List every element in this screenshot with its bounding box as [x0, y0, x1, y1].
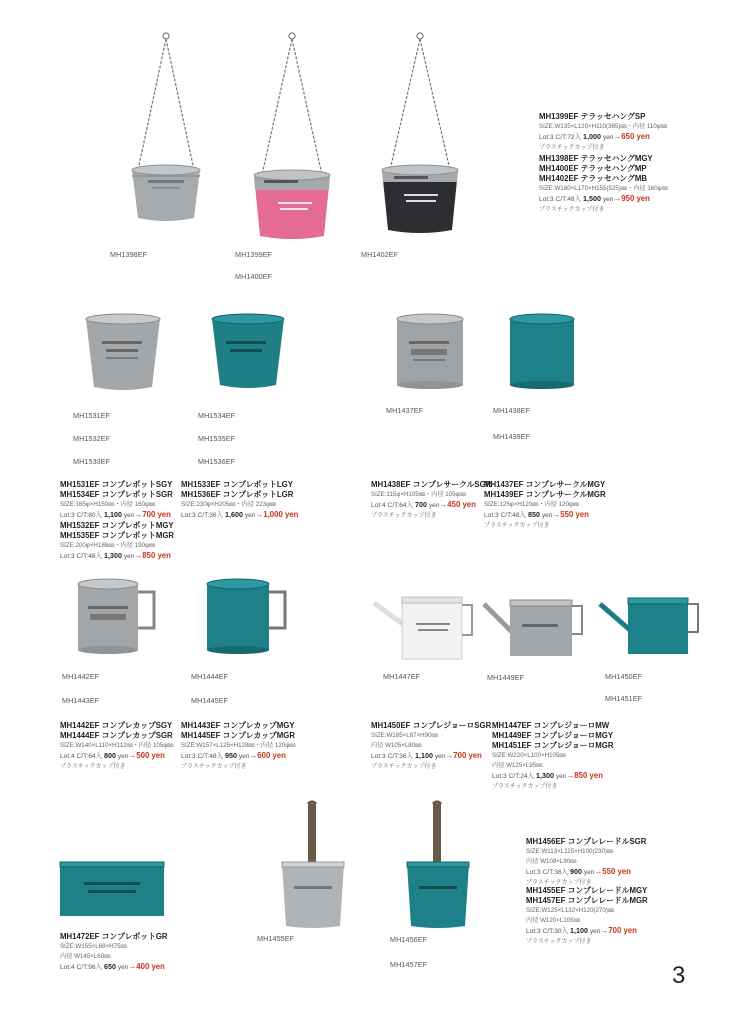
product-code: MH1398EF: [110, 250, 148, 259]
pot-teal-image: [210, 313, 290, 393]
spec-title: MH1400EF テラッセハングMP: [539, 164, 647, 173]
spec-block: [484, 480, 606, 531]
product-code: MH1399EF: [235, 250, 273, 259]
spec-note: プラスチックカップ付き: [526, 939, 592, 945]
watering-can-teal-image: [598, 596, 708, 666]
product-code: MH1457EF: [390, 960, 428, 969]
spec-note: プラスチックカップ付き: [371, 764, 437, 770]
spec-price: Lot:3 C/T:72入 1,000 yen→650 yen: [539, 132, 650, 141]
hanging-pot-galvanized-image: [120, 30, 240, 250]
spec-note: プラスチックカップ付き: [484, 523, 550, 529]
spec-title: MH1445EF コンプレカップMGR: [181, 731, 295, 740]
spec-price: Lot:3 C/T:36入 900 yen→550 yen: [526, 867, 631, 876]
product-code: MH1535EF: [198, 434, 236, 443]
spec-size: 内径 W125×L95㎜: [492, 762, 543, 769]
spec-block: [60, 480, 174, 562]
spec-size: SIZE:W155×L68×H75㎜: [60, 943, 127, 950]
spec-price: Lot:3 C/T:30入 1,100 yen→700 yen: [526, 926, 637, 935]
spec-title: MH1455EF コンプレレードルMGY: [526, 886, 648, 895]
spec-block: [539, 112, 667, 153]
product-code: MH1438EF: [493, 406, 531, 415]
spec-title: MH1442EF コンプレカップSGY: [60, 721, 173, 730]
product-code: MH1533EF: [73, 457, 111, 466]
spec-block: [539, 154, 668, 215]
spec-title: MH1531EF コンプレポットSGY: [60, 480, 173, 489]
spec-size: SIZE:W140×L110×H112㎜・内径 105φ㎜: [60, 742, 174, 749]
spec-title: MH1443EF コンプレカップMGY: [181, 721, 295, 730]
spec-block: [526, 886, 648, 947]
spec-title: MH1437EF コンプレサークルMGY: [484, 480, 606, 489]
spec-note: プラスチックカップ付き: [539, 145, 605, 151]
spec-price: Lot:3 C/T:80入 1,100 yen→700 yen: [60, 510, 171, 519]
spec-size: 内径 W108×L90㎜: [526, 858, 577, 865]
spec-price: Lot:3 C/T:48入 1,500 yen→950 yen: [539, 194, 650, 203]
ladle-galvanized-image: [278, 800, 358, 940]
spec-price: Lot:3 C/T:48入 850 yen→550 yen: [484, 510, 589, 519]
spec-price: Lot:4 C/T:96入 650 yen→400 yen: [60, 962, 165, 971]
spec-block: [181, 480, 298, 521]
spec-title: MH1457EF コンプレレードルMGR: [526, 896, 648, 905]
spec-size: SIZE:230φ×H205㎜・内径 223φ㎜: [181, 501, 277, 508]
spec-note: プラスチックカップ付き: [181, 764, 247, 770]
product-code: MH1442EF: [62, 672, 100, 681]
spec-title: MH1398EF テラッセハングMGY: [539, 154, 653, 163]
spec-block: [492, 721, 614, 792]
spec-title: MH1472EF コンプレポットGR: [60, 932, 168, 941]
watering-can-white-image: [372, 595, 482, 665]
spec-note: プラスチックカップ付き: [526, 880, 592, 886]
product-code: MH1451EF: [605, 694, 643, 703]
product-code: MH1536EF: [198, 457, 236, 466]
planter-teal-image: [58, 860, 168, 920]
spec-title: MH1447EF コンプレジョーロMW: [492, 721, 610, 730]
product-code: MH1447EF: [383, 672, 421, 681]
spec-block: [60, 932, 168, 973]
spec-note: プラスチックカップ付き: [539, 207, 605, 213]
spec-size: 内径 W105×L80㎜: [371, 742, 422, 749]
spec-price: Lot:3 C/T:48入 1,300 yen→850 yen: [60, 551, 171, 560]
spec-title: MH1402EF テラッセハングMB: [539, 174, 647, 183]
spec-title: MH1456EF コンプレレードルSGR: [526, 837, 647, 846]
product-code: MH1450EF: [605, 672, 643, 681]
product-code: MH1402EF: [361, 250, 399, 259]
spec-size: 内径 W120×L105㎜: [526, 917, 580, 924]
product-code: MH1445EF: [191, 696, 229, 705]
spec-size: SIZE:W125×L132×H120(270)㎜: [526, 907, 615, 914]
spec-size: SIZE:115φ×H105㎜・内径 105φ㎜: [371, 491, 466, 498]
product-code: MH1455EF: [257, 934, 295, 943]
circle-teal-image: [508, 313, 588, 393]
cup-galvanized-image: [76, 578, 176, 658]
hanging-pot-black-image: [380, 30, 500, 250]
product-code: MH1400EF: [235, 272, 273, 281]
spec-note: プラスチックカップ付き: [492, 784, 558, 790]
spec-size: 内径 W145×L60㎜: [60, 953, 111, 960]
spec-price: Lot:3 C/T:36入 1,100 yen→700 yen: [371, 751, 482, 760]
spec-title: MH1444EF コンプレカップSGR: [60, 731, 173, 740]
product-code: MH1531EF: [73, 411, 111, 420]
product-code: MH1534EF: [198, 411, 236, 420]
product-code: MH1532EF: [73, 434, 111, 443]
spec-size: SIZE:W113×L115×H100(230)㎜: [526, 848, 614, 855]
spec-size: SIZE:W180×L170×H155(525)㎜・内径 160φ㎜: [539, 185, 668, 192]
ladle-teal-image: [403, 800, 483, 940]
spec-block: [371, 480, 491, 521]
product-code: MH1456EF: [390, 935, 428, 944]
spec-size: SIZE:W135×L120×H110(365)㎜・内径 110φ㎜: [539, 123, 667, 130]
spec-size: SIZE:165φ×H150㎜・内径 160φ㎜: [60, 501, 156, 508]
spec-title: MH1535EF コンプレポットMGR: [60, 531, 175, 540]
watering-can-galvanized-image: [482, 598, 592, 668]
spec-title: MH1451EF コンプレジョーロMGR: [492, 741, 614, 750]
spec-block: [181, 721, 295, 772]
spec-title: MH1532EF コンプレポットMGY: [60, 521, 174, 530]
product-code: MH1443EF: [62, 696, 100, 705]
product-code: MH1439EF: [493, 432, 531, 441]
page-number: 3: [672, 962, 686, 989]
spec-price: Lot:3 C/T:24入 1,300 yen→850 yen: [492, 771, 603, 780]
spec-title: MH1449EF コンプレジョーロMGY: [492, 731, 614, 740]
product-code: MH1444EF: [191, 672, 229, 681]
spec-title: MH1439EF コンプレサークルMGR: [484, 490, 606, 499]
spec-price: Lot:3 C/T:48入 950 yen→600 yen: [181, 751, 286, 760]
spec-title: MH1534EF コンプレポットSGR: [60, 490, 173, 499]
spec-title: MH1450EF コンプレジョーロSGR: [371, 721, 492, 730]
spec-note: プラスチックカップ付き: [60, 764, 126, 770]
pot-galvanized-image: [84, 313, 164, 393]
spec-title: MH1399EF テラッセハングSP: [539, 112, 646, 121]
spec-note: プラスチックカップ付き: [371, 513, 437, 519]
spec-price: Lot:4 C/T:64入 700 yen→450 yen: [371, 500, 476, 509]
spec-title: MH1438EF コンプレサークルSGR: [371, 480, 492, 489]
cup-teal-image: [205, 578, 305, 658]
hanging-pot-pink-image: [250, 30, 370, 250]
spec-size: SIZE:200φ×H186㎜・内径 190φ㎜: [60, 542, 156, 549]
spec-block: [526, 837, 646, 888]
spec-size: SIZE:W185×L87×H90㎜: [371, 732, 438, 739]
spec-size: SIZE:125φ×H120㎜・内径 120φ㎜: [484, 501, 580, 508]
circle-galvanized-image: [395, 313, 475, 393]
spec-block: [371, 721, 491, 772]
spec-size: SIZE:W220×L100×H105㎜: [492, 752, 566, 759]
spec-title: MH1536EF コンプレポットLGR: [181, 490, 294, 499]
spec-price: Lot:4 C/T:64入 800 yen→500 yen: [60, 751, 165, 760]
product-code: MH1449EF: [487, 673, 525, 682]
spec-size: SIZE:W157×L125×H128㎜・内径 120φ㎜: [181, 742, 296, 749]
product-code: MH1437EF: [386, 406, 424, 415]
spec-title: MH1533EF コンプレポットLGY: [181, 480, 293, 489]
spec-block: [60, 721, 174, 772]
spec-price: Lot:3 C/T:36入 1,600 yen→1,000 yen: [181, 510, 299, 519]
